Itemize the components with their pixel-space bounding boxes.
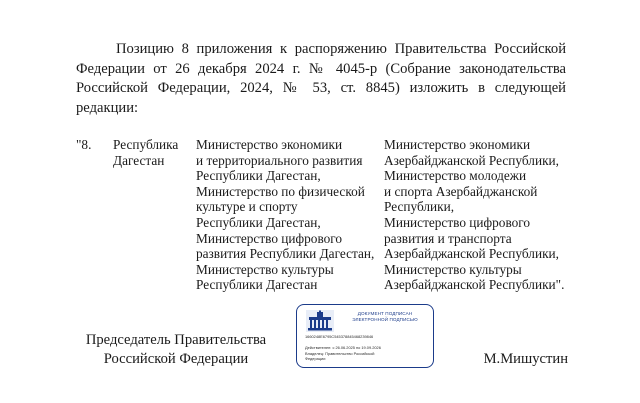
electronic-signature-stamp bbox=[296, 304, 434, 368]
region-cell: Республика Дагестан bbox=[113, 137, 179, 168]
stamp-serial: 1660248E6795C545378845468239846 bbox=[305, 334, 374, 339]
intro-paragraph: Позицию 8 приложения к распоряжению Правительства Российской Федерации от 26 декабря 2024 г. № 4045-р (Собрание законодательства Российской Федерации, 2024, № 53, ст. 8845) изложить в следующей редакции: bbox=[76, 41, 566, 116]
row-number: "8. bbox=[76, 137, 92, 152]
stamp-heading: ДОКУМЕНТ ПОДПИСАН ЭЛЕКТРОННОЙ ПОДПИСЬЮ bbox=[352, 311, 418, 323]
stamp-validity: Действителен: с 26.06.2025 по 19.09.2026 bbox=[305, 345, 381, 350]
azerbaijani-bodies-cell: Министерство экономики Азербайджанской Республики, Министерство молодежи и спорта Азербайджанской Республики, Министерство цифрового развития и транспорта Азербайджанской Республики, Министерство культуры Азербайджанской Республики". bbox=[384, 137, 565, 293]
russian-bodies-cell: Министерство экономики и территориального развития Республики Дагестан, Министерство по физической культуре и спорту Республики Дагестан, Министерство цифрового развития Республики Дагестан, Министерство культуры Республики Дагестан bbox=[196, 137, 375, 293]
signatory-title: Председатель Правительства Российской Федерации bbox=[85, 332, 267, 367]
government-building-icon bbox=[306, 310, 334, 332]
stamp-owner: Владелец: Правительство Российской bbox=[305, 351, 375, 356]
signatory-name: М.Мишустин bbox=[483, 351, 568, 367]
stamp-owner-continued: Федерации bbox=[305, 356, 326, 361]
